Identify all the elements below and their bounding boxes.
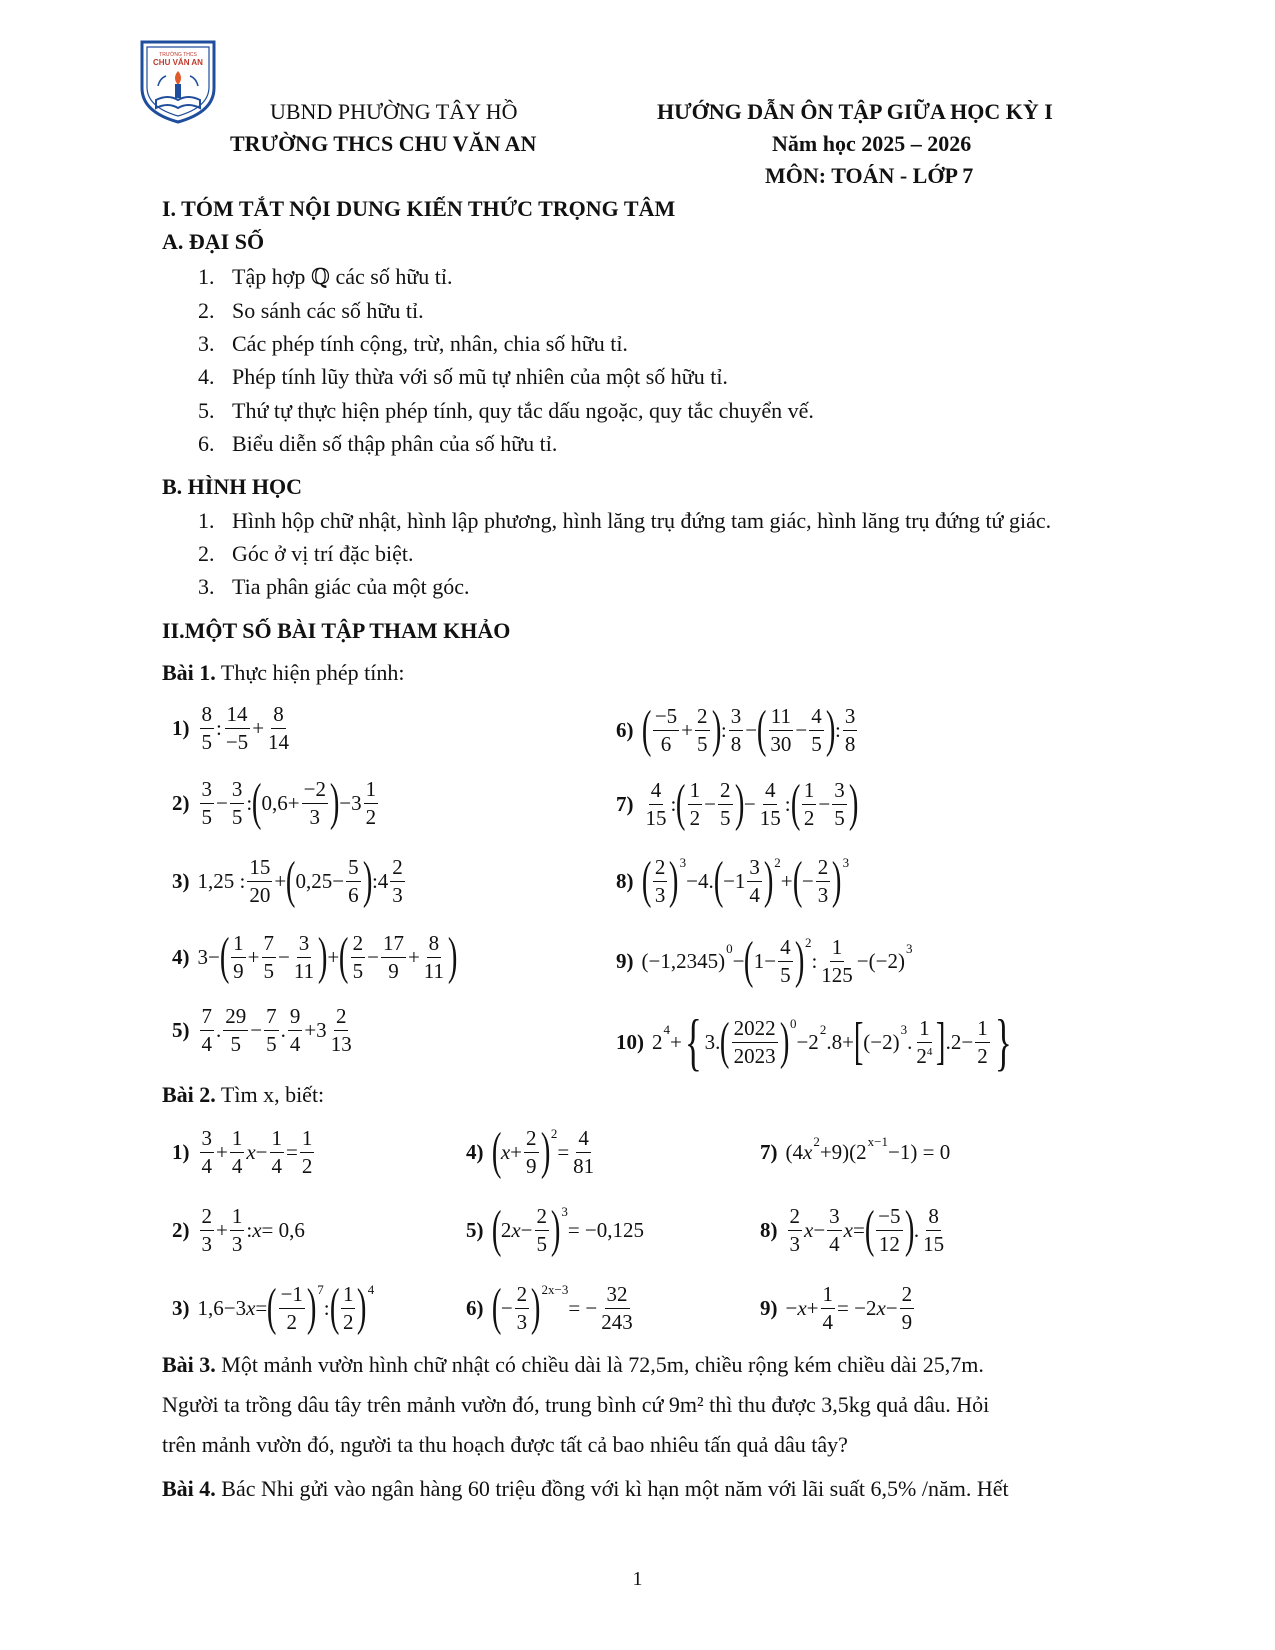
exercise-2-item: 8) $\frac{2}{3}$ x − $\frac{3}{4}$ x = ( $\frac{-5}{12}$ ) . $\frac{8}{15}$ [760, 1201, 945, 1258]
exercise-2-item: 9) − x + $\frac{1}{4}$ = −2 x − $\frac{2}{9}$ [760, 1282, 913, 1334]
algebra-item: 6. Biểu diễn số thập phân của số hữu tỉ. [198, 431, 558, 456]
district-name: UBND PHƯỜNG TÂY HỒ [270, 99, 518, 124]
exercise-4-line: Bài 4. Bác Nhi gửi vào ngân hàng 60 triệu đồng với kì hạn một năm với lãi suất 6,5% /năm. Hết [162, 1476, 1009, 1501]
exercise-1-heading: Bài 1. Thực hiện phép tính: [162, 660, 405, 685]
exercise-1-item: 6) ( $\frac{-5}{6}$ + $\frac{2}{5}$ ) : $\frac{3}{8}$ − ( $\frac{11}{30}$ − $\frac{4}{5}$ ) : $\frac{3}{8}$ [616, 701, 856, 758]
exercise-1-item: 3) 1,25 : $\frac{15}{20}$ + ( 0,25− $\frac{5}{6}$ ) :4 $\frac{2}{3}$ [172, 852, 403, 909]
algebra-item: 4. Phép tính lũy thừa với số mũ tự nhiên của một số hữu tỉ. [198, 364, 728, 389]
exercise-1-item: 7) $\frac{4}{15}$ : ( $\frac{1}{2}$ − $\frac{2}{5}$ ) − $\frac{4}{15}$ : ( $\frac{1}{2}$ − $\frac{3}{5}$ ) [616, 775, 859, 832]
algebra-title: A. ĐẠI SỐ [162, 229, 265, 254]
exercise-2-item: 7) (4 x $^2$ +9)(2 $^{x-1}$ −1) = 0 [760, 1134, 951, 1164]
algebra-item: 5. Thứ tự thực hiện phép tính, quy tắc dấu ngoặc, quy tắc chuyển vế. [198, 398, 814, 423]
document-title: HƯỚNG DẪN ÔN TẬP GIỮA HỌC KỲ I [657, 99, 1053, 124]
exercise-2-item: 1) $\frac{3}{4}$ + $\frac{1}{4}$ x − $\frac{1}{4}$ = $\frac{1}{2}$ [172, 1126, 313, 1178]
exercise-3-line: trên mảnh vườn đó, người ta thu hoạch được tất cả bao nhiêu tấn quả dâu tây? [162, 1432, 848, 1457]
school-logo [138, 38, 218, 124]
exercise-2-item: 6) ( − $\frac{2}{3}$ ) $^{2x-3}$ = − $\frac{32}{243}$ [466, 1279, 633, 1336]
school-year: Năm học 2025 – 2026 [772, 131, 972, 156]
exercise-2-item: 3) 1,6−3 x = ( $\frac{-1}{2}$ ) $^7$ : ( $\frac{1}{2}$ ) $^4$ [172, 1279, 375, 1336]
exercise-1-item: 10) 2 $^4$ + { 3. ( $\frac{2022}{2023}$ ) $^0$ −2 $^2$ .8+ [ (−2) $^3$ . $\frac{1}{2^4}$ ] .2− $\frac{1}{2}$ } [616, 1006, 1012, 1077]
exercise-1-item: 4) 3− ( $\frac{1}{9}$ + $\frac{7}{5}$ − $\frac{3}{11}$ ) + ( $\frac{2}{5}$ − $\frac{17}{9}$ + $\frac{8}{11}$ ) [172, 928, 458, 985]
exercise-2-heading: Bài 2. Tìm x, biết: [162, 1082, 325, 1107]
exercise-2-item: 2) $\frac{2}{3}$ + $\frac{1}{3}$ : x = 0,6 [172, 1204, 305, 1256]
school-name: TRƯỜNG THCS CHU VĂN AN [230, 131, 537, 156]
exercise-3-line: Bài 3. Một mảnh vườn hình chữ nhật có chiều dài là 72,5m, chiều rộng kém chiều dài 25,7m. [162, 1352, 984, 1377]
geometry-item: 2. Góc ở vị trí đặc biệt. [198, 541, 414, 566]
subject-line: MÔN: TOÁN - LỚP 7 [765, 163, 974, 188]
page-number: 1 [632, 1568, 643, 1590]
exercise-1-item: 5) $\frac{7}{4}$ . $\frac{29}{5}$ − $\frac{7}{5}$ . $\frac{9}{4}$ +3 $\frac{2}{13}$ [172, 1004, 352, 1056]
geometry-title: B. HÌNH HỌC [162, 474, 302, 499]
geometry-item: 3. Tia phân giác của một góc. [198, 574, 470, 599]
svg-text:TRƯỜNG THCS: TRƯỜNG THCS [159, 52, 197, 58]
exercise-1-item: 9) (−1,2345) $^0$ − ( 1− $\frac{4}{5}$ ) $^2$ : $\frac{1}{125}$ −(−2) $^3$ [616, 932, 913, 989]
section-2-title: II.MỘT SỐ BÀI TẬP THAM KHẢO [162, 618, 511, 643]
exercise-1-item: 8) ( $\frac{2}{3}$ ) $^3$ −4. ( −1 $\frac{3}{4}$ ) $^2$ + ( − $\frac{2}{3}$ ) $^3$ [616, 852, 850, 909]
exercise-1-item: 1) $\frac{8}{5}$ : $\frac{14}{-5}$ + $\frac{8}{14}$ [172, 702, 290, 754]
exercise-2-item: 4) ( x + $\frac{2}{9}$ ) $^2$ = $\frac{4}{81}$ [466, 1123, 595, 1180]
exercise-2-item: 5) ( 2 x − $\frac{2}{5}$ ) $^3$ = −0,125 [466, 1201, 645, 1258]
geometry-item: 1. Hình hộp chữ nhật, hình lập phương, hình lăng trụ đứng tam giác, hình lăng trụ đứng tứ giác. [198, 508, 1052, 533]
algebra-item: 3. Các phép tính cộng, trừ, nhân, chia số hữu tỉ. [198, 331, 628, 356]
exercise-3-line: Người ta trồng dâu tây trên mảnh vườn đó, trung bình cứ 9m² thì thu được 3,5kg quả dâu. Hỏi [162, 1392, 990, 1417]
svg-text:CHU VĂN AN: CHU VĂN AN [153, 58, 203, 67]
exercise-1-item: 2) $\frac{3}{5}$ − $\frac{3}{5}$ : ( 0,6+ $\frac{-2}{3}$ ) −3 $\frac{1}{2}$ [172, 774, 377, 831]
section-1-title: I. TÓM TẮT NỘI DUNG KIẾN THỨC TRỌNG TÂM [162, 196, 676, 221]
algebra-item: 2. So sánh các số hữu tỉ. [198, 298, 424, 323]
algebra-item: 1. Tập hợp ℚ các số hữu tỉ. [198, 264, 453, 289]
